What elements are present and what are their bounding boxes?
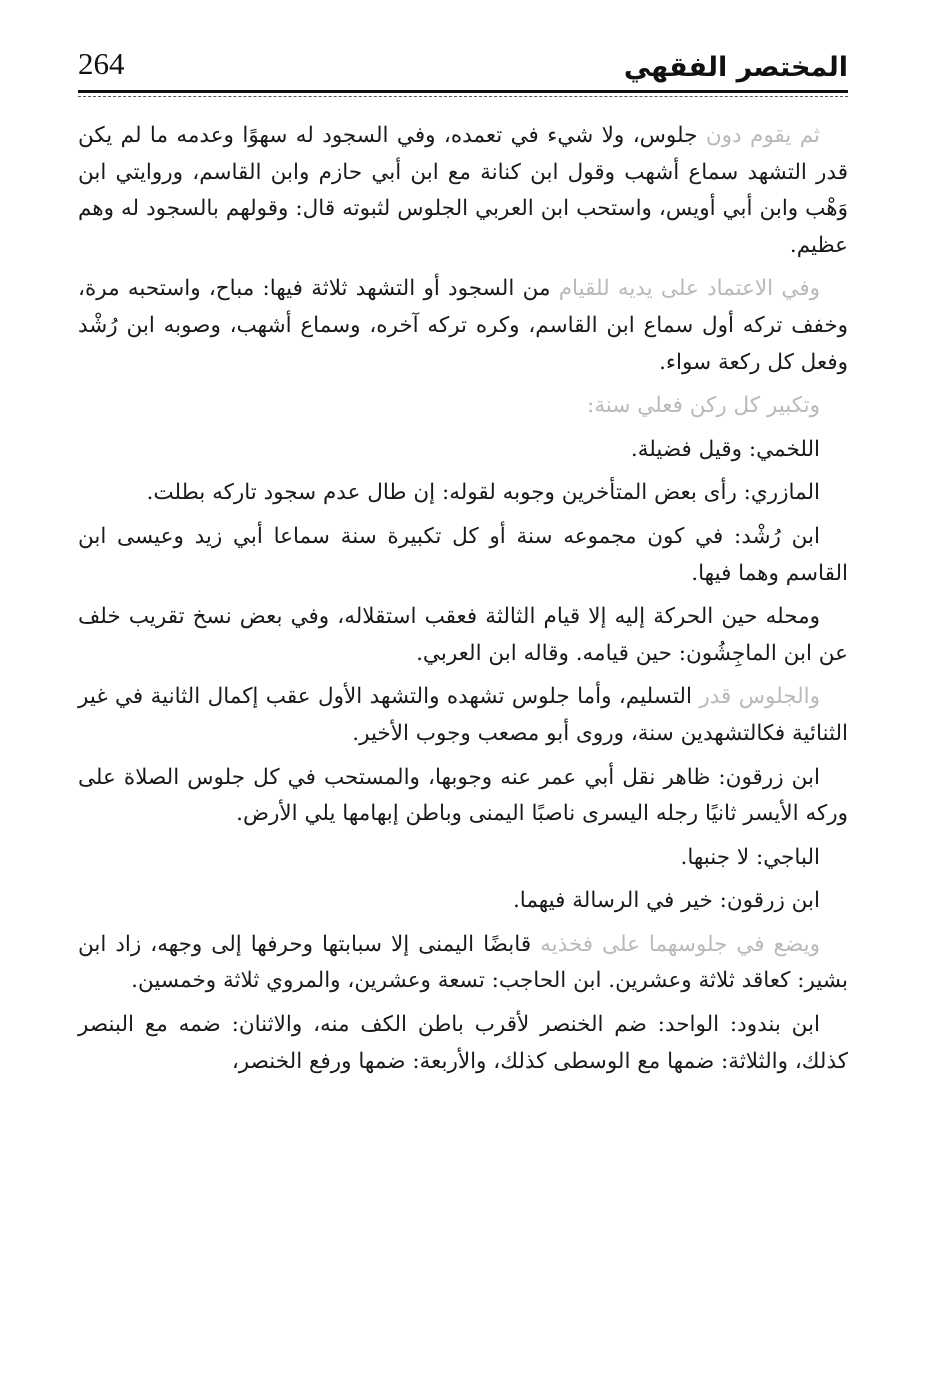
page-number: 264 [78, 46, 125, 81]
paragraph [78, 760, 848, 833]
paragraph [78, 388, 848, 425]
paragraph-text: قابضًا اليمنى إلا سبابتها وحرفها إلى وجهه، زاد ابن بشير: كعاقد ثلاثة وعشرين. ابن الحاجب: تسعة وعشرين، والمروي ثلاثة وخمسين. [78, 931, 848, 994]
paragraph-text: ابن زرقون: ظاهر نقل أبي عمر عنه وجوبها، والمستحب في كل جلوس الصلاة على وركه الأيسر ثانيًا رجله اليسرى ناصبًا اليمنى وباطن إبهامها يلي الأرض. [78, 764, 848, 827]
paragraph-lead-faded: وتكبير كل ركن فعلي سنة: [587, 393, 820, 419]
body-text [78, 118, 848, 1087]
paragraph-text: ابن رُشْد: في كون مجموعه سنة أو كل تكبيرة سنة سماعا أبي زيد وعيسى ابن القاسم وهما فيها. [78, 523, 848, 586]
paragraph-lead-faded: ثم يقوم دون [705, 123, 820, 148]
paragraph-lead-faded: والجلوس قدر [699, 684, 820, 710]
page-header [78, 40, 848, 100]
paragraph-lead-faded: ويضع في جلوسهما على فخذيه [540, 931, 821, 957]
paragraph [78, 927, 848, 1000]
paragraph-text: اللخمي: وقيل فضيلة. [630, 436, 820, 462]
paragraph-text: الباجي: لا جنبها. [680, 844, 820, 870]
paragraph [78, 475, 848, 512]
paragraph [78, 1007, 848, 1080]
header-rule-dashed [78, 96, 848, 97]
paragraph [78, 679, 848, 752]
paragraph-lead-faded: وفي الاعتماد على يديه للقيام [558, 276, 820, 302]
paragraph-text: ابن بندود: الواحد: ضم الخنصر لأقرب باطن الكف منه، والاثنان: ضمه مع البنصر كذلك، والثلاثة: ضمها مع الوسطى كذلك، والأربعة: ضمها ورفع الخنصر، [78, 1012, 848, 1074]
paragraph-text: المازري: رأى بعض المتأخرين وجوبه لقوله: إن طال عدم سجود تاركه بطلت. [146, 480, 820, 506]
paragraph [78, 519, 848, 592]
paragraph-text: جلوس، ولا شيء في تعمده، وفي السجود له سهوًا وعدمه ما لم يكن قدر التشهد سماع أشهب وقول ابن كنانة مع ابن أبي حازم وابن القاسم، وروايتي ابن وَهْب وابن أبي أويس، واستحب ابن العربي الجلوس لثبوته قال: وقولهم بالسجود له وهم عظيم. [78, 123, 848, 258]
paragraph-text: ومحله حين الحركة إليه إلا قيام الثالثة فعقب استقلاله، وفي بعض نسخ تقريب خلف عن ابن الماجِشُون: حين قيامه. وقاله ابن العربي. [78, 604, 848, 666]
paragraph [78, 271, 848, 381]
paragraph-text: من السجود أو التشهد ثلاثة فيها: مباح، واستحبه مرة، وخفف تركه أول سماع ابن القاسم، وكره تركه آخره، وسماع أشهب، وصوبه ابن رُشْد وفعل كل ركعة سواء. [78, 276, 848, 375]
paragraph-text: ابن زرقون: خير في الرسالة فيهما. [512, 888, 820, 914]
paragraph [78, 118, 848, 264]
paragraph [78, 599, 848, 672]
paragraph-text: التسليم، وأما جلوس تشهده والتشهد الأول عقب إكمال الثانية في غير الثنائية فكالتشهدين سنة، وروى أبو مصعب وجوب الأخير. [78, 684, 848, 746]
paragraph [78, 840, 848, 877]
paragraph [78, 883, 848, 920]
running-title: المختصر الفقهي [623, 52, 848, 83]
paragraph [78, 432, 848, 469]
header-rule [78, 90, 848, 93]
